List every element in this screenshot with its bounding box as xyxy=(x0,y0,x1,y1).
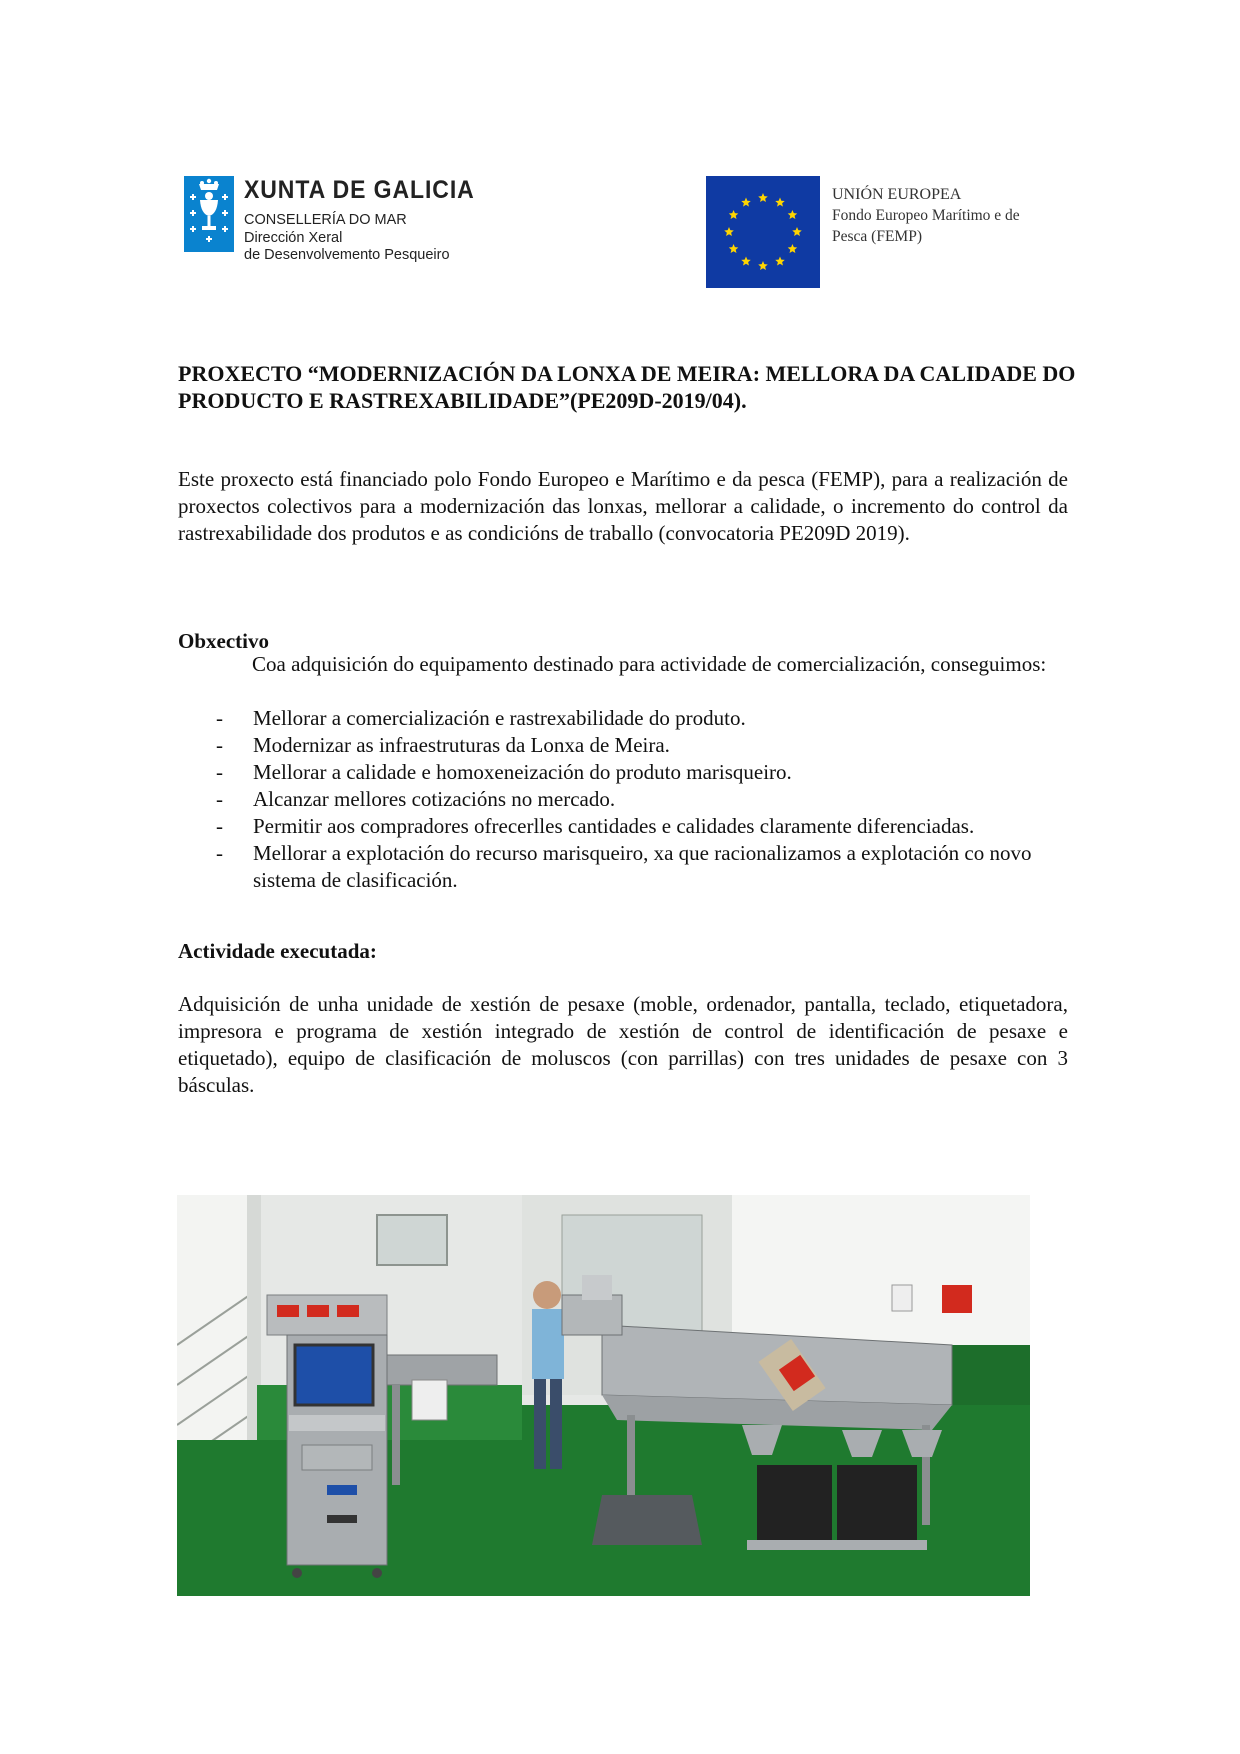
eu-title: UNIÓN EUROPEA xyxy=(832,186,962,203)
list-item xyxy=(178,732,1068,759)
eu-logo xyxy=(706,176,1046,291)
document-title: PROXECTO “MODERNIZACIÓN DA LONXA DE MEIRA: MELLORA DA CALIDADE DO PRODUCTO E RASTREXABILIDADE”(PE209D-2019/04). xyxy=(178,361,1076,413)
list-bullet: - xyxy=(216,841,223,865)
list-item xyxy=(178,705,1068,732)
list-item-text: Mellorar a calidade e homoxeneización do produto marisqueiro. xyxy=(253,760,792,784)
list-item-text: Permitir aos compradores ofrecerlles cantidades e calidades claramente diferenciadas. xyxy=(253,814,975,838)
xunta-line-1: CONSELLERÍA DO MAR xyxy=(244,212,407,228)
list-bullet: - xyxy=(216,733,223,757)
list-item xyxy=(178,840,1068,894)
list-bullet: - xyxy=(216,814,223,838)
intro-paragraph: Este proxecto está financiado polo Fondo Europeo e Marítimo e da pesca (FEMP), para a realización de proxectos colectivos para a modernización das lonxas, mellorar a calidade, o incremento do control da rastrexabilidade dos produtos e as condicións de traballo (convocatoria PE209D 2019). xyxy=(178,467,1068,545)
objective-heading: Obxectivo xyxy=(178,629,269,653)
xunta-name: XUNTA DE GALICIA xyxy=(244,176,475,204)
xunta-logo xyxy=(184,176,474,284)
list-item-text: Mellorar a comercialización e rastrexabilidade do produto. xyxy=(253,706,746,730)
list-item xyxy=(178,786,1068,813)
eu-line-2: Pesca (FEMP) xyxy=(832,228,922,245)
photo-weighing-station xyxy=(177,1195,522,1596)
list-item xyxy=(178,813,1068,840)
xunta-line-2: Dirección Xeral xyxy=(244,229,343,246)
xunta-line-3: de Desenvolvemento Pesqueiro xyxy=(244,247,450,263)
objective-list xyxy=(178,705,1068,894)
list-item xyxy=(178,759,1068,786)
list-item-text: Mellorar a explotación do recurso marisqueiro, xa que racionalizamos a explotación co novo sistema de clasificación. xyxy=(253,841,1032,892)
xunta-shield-icon xyxy=(184,176,234,252)
objective-lead: Coa adquisición do equipamento destinado para actividade de comercialización, conseguimos: xyxy=(252,652,1047,676)
activity-heading: Actividade executada: xyxy=(178,939,377,963)
list-bullet: - xyxy=(216,760,223,784)
list-item-text: Modernizar as infraestruturas da Lonxa de Meira. xyxy=(253,733,670,757)
photo-classifier-machine xyxy=(522,1195,1030,1596)
activity-paragraph: Adquisición de unha unidade de xestión de pesaxe (moble, ordenador, pantalla, teclado, etiquetadora, impresora e programa de xestión integrado de xestión de control de identificación de pesaxe e etiquetado), equipo de clasificación de moluscos (con parrillas) con tres unidades de pesaxe con 3 básculas. xyxy=(178,992,1068,1097)
list-item-text: Alcanzar mellores cotizacións no mercado. xyxy=(253,787,616,811)
eu-line-1: Fondo Europeo Marítimo e de xyxy=(832,207,1020,224)
eu-flag-icon xyxy=(706,176,820,288)
list-bullet: - xyxy=(216,787,223,811)
list-bullet: - xyxy=(216,706,223,730)
